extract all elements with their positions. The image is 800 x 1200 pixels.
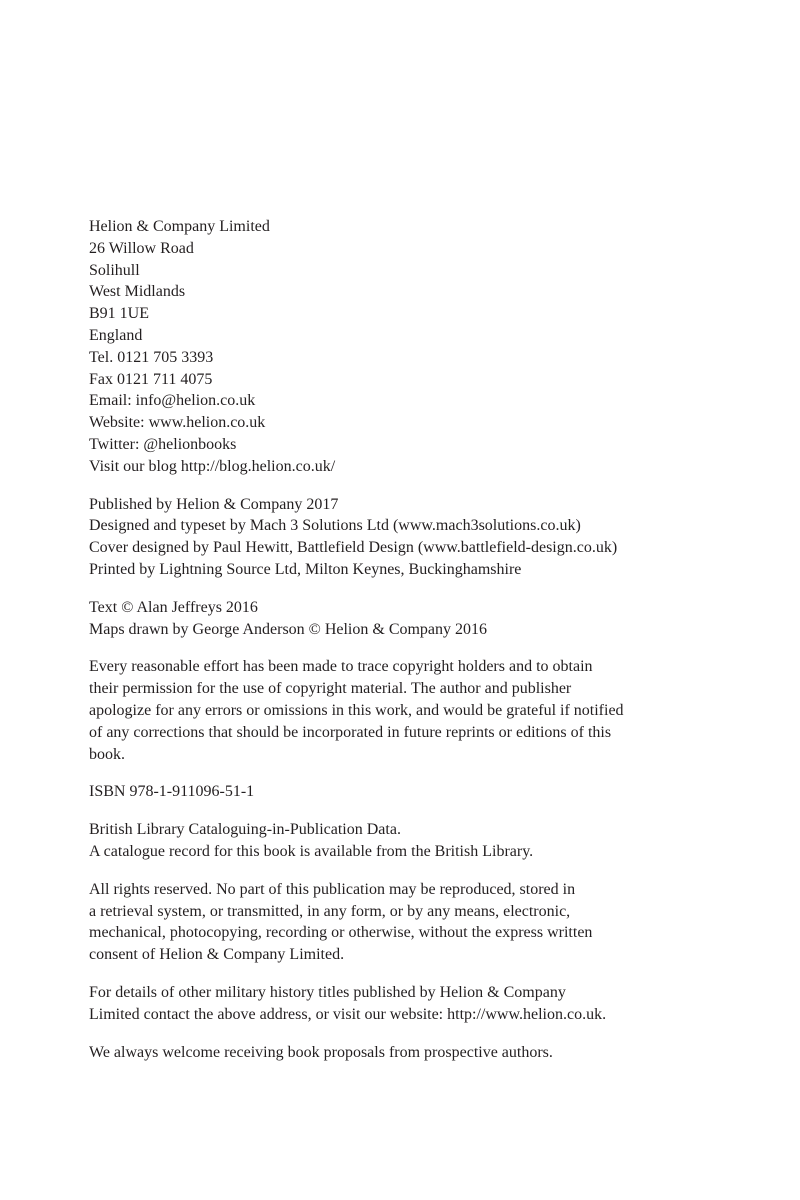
address-county: West Midlands	[89, 283, 186, 301]
fax: Fax 0121 711 4075	[89, 370, 213, 388]
proposals-block	[89, 1042, 689, 1064]
email: Email: info@helion.co.uk	[89, 392, 256, 410]
production-credits-block	[89, 494, 689, 581]
isbn: ISBN 978-1-911096-51-1	[89, 783, 255, 801]
rights-reserved-line: All rights reserved. No part of this publication may be reproduced, stored in	[89, 880, 576, 898]
printed-by: Printed by Lightning Source Ltd, Milton Keynes, Buckinghamshire	[89, 560, 522, 578]
website: Website: www.helion.co.uk	[89, 414, 266, 432]
cataloguing-line: British Library Cataloguing-in-Publication Data.	[89, 821, 401, 839]
copyright-notice-paragraph	[89, 656, 689, 765]
isbn-block	[89, 781, 689, 803]
other-titles-line: For details of other military history titles published by Helion & Company	[89, 983, 566, 1001]
copyright-page	[89, 216, 689, 1079]
copyright-notice-line: of any corrections that should be incorporated in future reprints or editions of this	[89, 723, 612, 741]
designed-typeset-by: Designed and typeset by Mach 3 Solutions Ltd (www.mach3solutions.co.uk)	[89, 517, 581, 535]
other-titles-paragraph	[89, 982, 689, 1026]
copyright-notice-line: their permission for the use of copyright material. The author and publisher	[89, 680, 572, 698]
rights-reserved-line: mechanical, photocopying, recording or otherwise, without the express written	[89, 924, 593, 942]
rights-reserved-line: a retrieval system, or transmitted, in any form, or by any means, electronic,	[89, 902, 571, 920]
maps-copyright: Maps drawn by George Anderson © Helion & Company 2016	[89, 620, 488, 638]
publisher-address-block	[89, 216, 689, 478]
address-town: Solihull	[89, 261, 140, 279]
proposals: We always welcome receiving book proposals from prospective authors.	[89, 1043, 553, 1061]
cataloguing-block	[89, 819, 689, 863]
publisher-name: Helion & Company Limited	[89, 218, 270, 235]
address-country: England	[89, 326, 143, 344]
address-street: 26 Willow Road	[89, 239, 194, 257]
address-postcode: B91 1UE	[89, 305, 149, 323]
cover-designed-by: Cover designed by Paul Hewitt, Battlefield Design (www.battlefield-design.co.uk)	[89, 539, 618, 557]
copyright-notice-line: Every reasonable effort has been made to trace copyright holders and to obtain	[89, 658, 593, 676]
other-titles-line: Limited contact the above address, or visit our website: http://www.helion.co.uk.	[89, 1005, 607, 1023]
copyright-notice-line: book.	[89, 745, 125, 763]
twitter: Twitter: @helionbooks	[89, 435, 237, 453]
blog: Visit our blog http://blog.helion.co.uk/	[89, 457, 336, 475]
rights-reserved-paragraph	[89, 879, 689, 966]
telephone: Tel. 0121 705 3393	[89, 348, 214, 366]
cataloguing-line: A catalogue record for this book is available from the British Library.	[89, 842, 534, 860]
rights-reserved-line: consent of Helion & Company Limited.	[89, 946, 345, 964]
copyright-block	[89, 597, 689, 641]
copyright-notice-line: apologize for any errors or omissions in this work, and would be grateful if notified	[89, 701, 624, 719]
published-by: Published by Helion & Company 2017	[89, 495, 339, 513]
text-copyright: Text © Alan Jeffreys 2016	[89, 598, 258, 616]
